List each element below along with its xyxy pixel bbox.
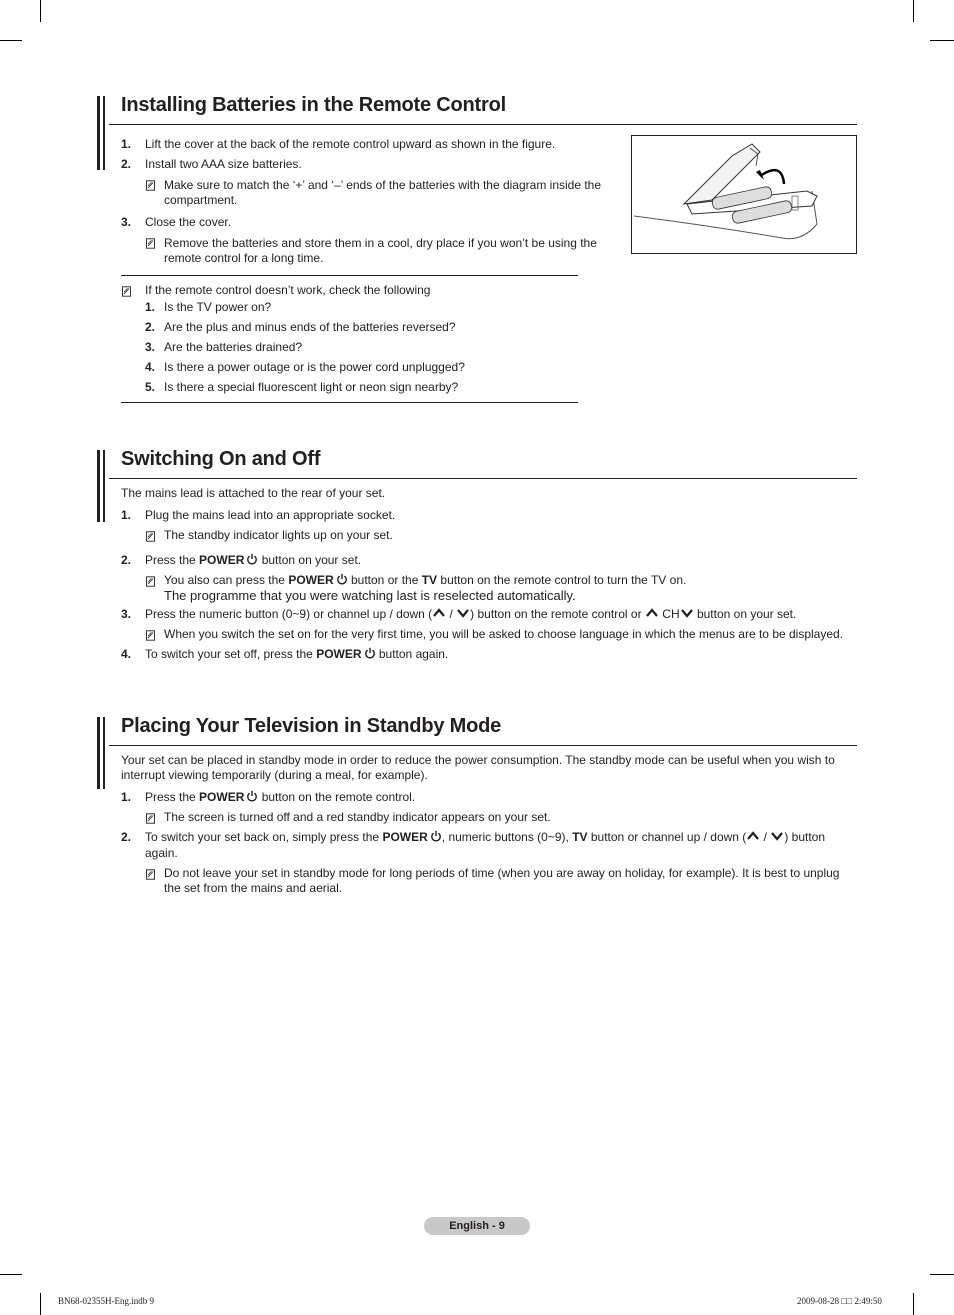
section-marker bbox=[97, 450, 100, 522]
step-number: 2. bbox=[121, 830, 132, 844]
note-text: Make sure to match the ‘+’ and ‘–’ ends of the batteries with the diagram inside the compartment. bbox=[164, 178, 602, 207]
note-text-continued: The programme that you were watching last is reselected automatically. bbox=[164, 588, 576, 603]
chevron-down-icon bbox=[770, 830, 784, 842]
note-box-top-rule bbox=[121, 275, 578, 276]
note-text: The screen is turned off and a red standby indicator appears on your set. bbox=[164, 810, 551, 824]
chevron-up-icon bbox=[645, 607, 659, 619]
check-number: 4. bbox=[145, 360, 156, 374]
check-text: Is there a power outage or is the power cord unplugged? bbox=[164, 360, 465, 374]
check-text: Are the plus and minus ends of the batteries reversed? bbox=[164, 320, 456, 334]
step-number: 4. bbox=[121, 647, 132, 661]
check-number: 1. bbox=[145, 300, 156, 314]
check-number: 3. bbox=[145, 340, 156, 354]
page-number-badge: English - 9 bbox=[424, 1217, 530, 1235]
power-label: POWER bbox=[382, 830, 428, 844]
step-text: Press the numeric button (0~9) or channel up / down ( / ) button on the remote control or CH button on your set. bbox=[145, 607, 797, 621]
step-text: Lift the cover at the back of the remote control upward as shown in the figure. bbox=[145, 137, 556, 151]
note-text: Remove the batteries and store them in a cool, dry place if you won’t be using the remote control for a long time. bbox=[164, 236, 597, 265]
step-text: To switch your set off, press the POWER button again. bbox=[145, 647, 449, 661]
chevron-up-icon bbox=[746, 830, 760, 842]
crop-mark bbox=[0, 40, 22, 41]
tv-label: TV bbox=[572, 830, 588, 844]
power-icon bbox=[246, 790, 258, 802]
section-title-standby: Placing Your Television in Standby Mode bbox=[121, 715, 502, 737]
check-text: Is there a special fluorescent light or neon sign nearby? bbox=[164, 380, 459, 394]
step-text: Install two AAA size batteries. bbox=[145, 157, 302, 171]
step-text: To switch your set back on, simply press the POWER , numeric buttons (0~9), TV button or channel up / down ( / ) button bbox=[145, 830, 826, 844]
note-text: Do not leave your set in standby mode for long periods of time (when you are away on holiday, for example). It is best to unplug the set from the mains and aerial. bbox=[164, 866, 840, 895]
check-text: Is the TV power on? bbox=[164, 300, 272, 314]
crop-mark bbox=[40, 0, 41, 22]
check-number: 5. bbox=[145, 380, 156, 394]
step-number: 1. bbox=[121, 137, 132, 151]
section-marker bbox=[97, 717, 100, 789]
note-text: If the remote control doesn’t work, check the following bbox=[145, 283, 431, 297]
section-rule bbox=[109, 124, 857, 125]
step-text: Press the POWER button on your set. bbox=[145, 553, 362, 567]
power-icon bbox=[336, 573, 348, 585]
intro-text: Your set can be placed in standby mode in order to reduce the power consumption. The standby mode can be useful when you wish to interrupt viewing temporarily (during a meal, for example). bbox=[121, 753, 835, 782]
note-icon bbox=[121, 286, 132, 297]
note-icon bbox=[145, 576, 156, 587]
note-icon bbox=[145, 531, 156, 542]
crop-mark bbox=[913, 0, 914, 22]
note-icon bbox=[145, 238, 156, 249]
note-box-bottom-rule bbox=[121, 402, 578, 403]
note-text: You also can press the POWER button or the TV button on the remote control to turn the TV on. bbox=[164, 573, 687, 587]
crop-mark bbox=[0, 1274, 22, 1275]
power-icon bbox=[430, 830, 442, 842]
step-text: Press the POWER button on the remote control. bbox=[145, 790, 416, 804]
crop-mark bbox=[913, 1293, 914, 1315]
step-number: 3. bbox=[121, 607, 132, 621]
remote-back-illustration bbox=[632, 136, 856, 253]
intro-text: The mains lead is attached to the rear of your set. bbox=[121, 486, 386, 500]
footer-timestamp: 2009-08-28 □□ 2:49:50 bbox=[797, 1296, 882, 1306]
section-title-batteries: Installing Batteries in the Remote Control bbox=[121, 94, 506, 116]
section-marker bbox=[103, 96, 105, 170]
step-number: 1. bbox=[121, 790, 132, 804]
note-text: When you switch the set on for the very first time, you will be asked to choose language in which the menus are to be displayed. bbox=[164, 627, 844, 641]
tv-label: TV bbox=[421, 573, 438, 587]
section-rule bbox=[109, 478, 857, 479]
chevron-up-icon bbox=[432, 607, 446, 619]
power-label: POWER bbox=[199, 553, 245, 567]
check-number: 2. bbox=[145, 320, 156, 334]
crop-mark bbox=[930, 1274, 954, 1275]
section-title-switching: Switching On and Off bbox=[121, 448, 321, 470]
step-text: Plug the mains lead into an appropriate socket. bbox=[145, 508, 396, 522]
section-rule bbox=[109, 745, 857, 746]
note-icon bbox=[145, 180, 156, 191]
step-number: 2. bbox=[121, 157, 132, 171]
power-label: POWER bbox=[199, 790, 245, 804]
chevron-down-icon bbox=[680, 607, 694, 619]
note-icon bbox=[145, 813, 156, 824]
section-marker bbox=[103, 450, 105, 522]
chevron-down-icon bbox=[456, 607, 470, 619]
check-text: Are the batteries drained? bbox=[164, 340, 303, 354]
power-icon bbox=[246, 553, 258, 565]
step-text-continued: again. bbox=[145, 846, 178, 860]
power-label: POWER bbox=[288, 573, 334, 587]
note-icon bbox=[145, 869, 156, 880]
section-marker bbox=[97, 96, 100, 170]
step-number: 3. bbox=[121, 215, 132, 229]
crop-mark bbox=[40, 1293, 41, 1315]
note-icon bbox=[145, 630, 156, 641]
step-number: 2. bbox=[121, 553, 132, 567]
note-text: The standby indicator lights up on your set. bbox=[164, 528, 393, 542]
remote-battery-figure bbox=[631, 135, 857, 254]
power-icon bbox=[364, 647, 376, 659]
step-text: Close the cover. bbox=[145, 215, 232, 229]
footer-file-name: BN68-02355H-Eng.indb 9 bbox=[58, 1296, 154, 1306]
power-label: POWER bbox=[316, 647, 362, 661]
step-number: 1. bbox=[121, 508, 132, 522]
crop-mark bbox=[930, 40, 954, 41]
section-marker bbox=[103, 717, 105, 789]
